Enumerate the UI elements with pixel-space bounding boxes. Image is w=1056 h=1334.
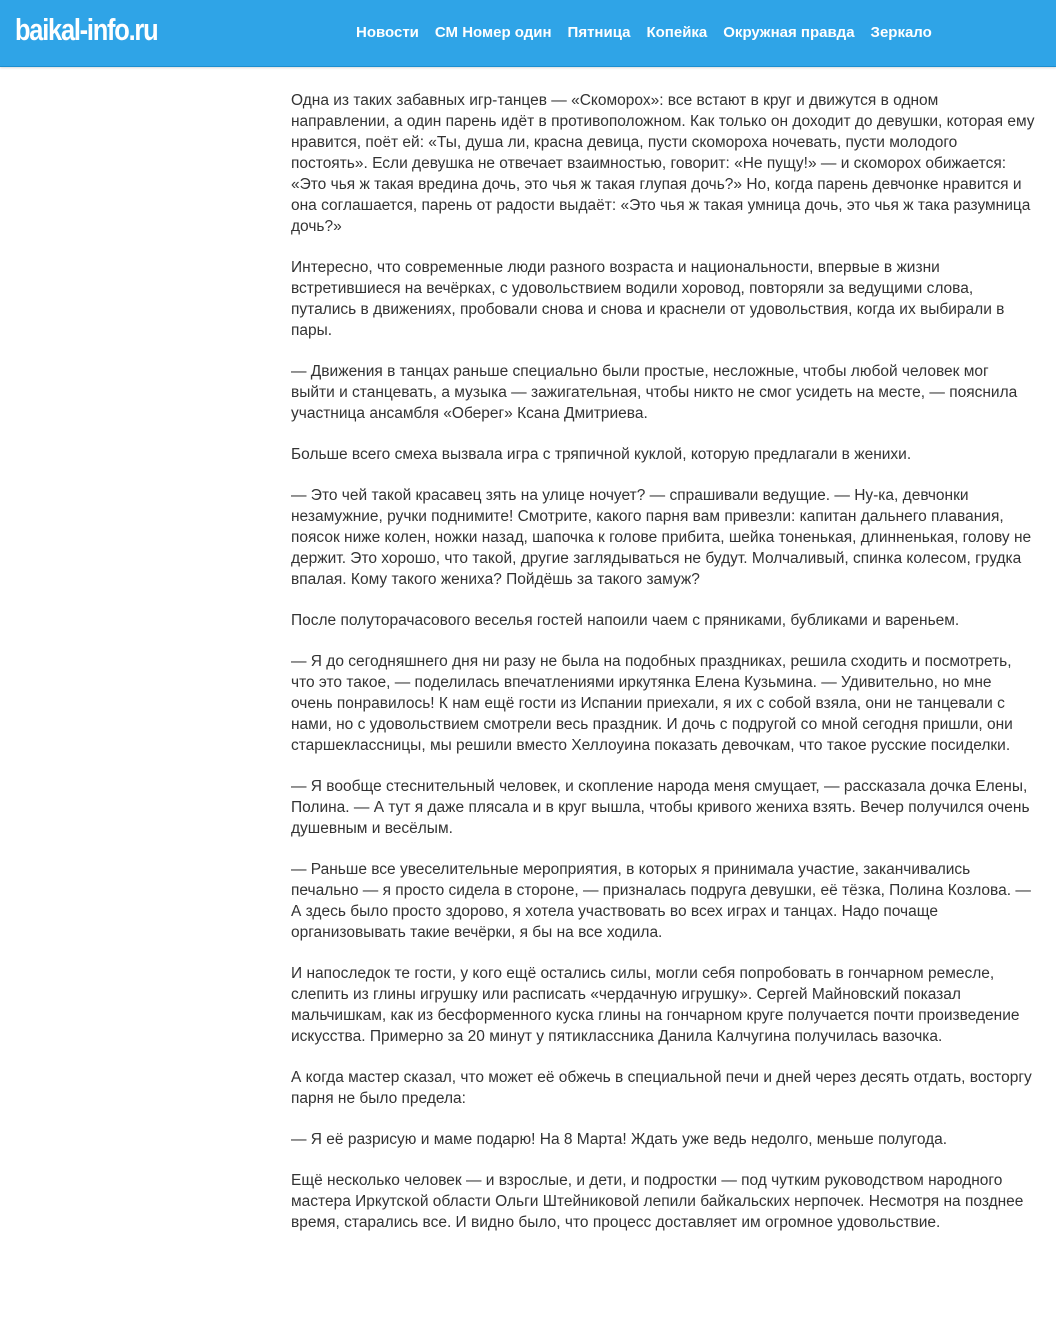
article-paragraph: После полуторачасового веселья гостей напоили чаем с пряниками, бубликами и вареньем.	[291, 612, 960, 629]
nav-item-kopeyka[interactable]: Копейка	[646, 24, 708, 41]
nav-item-news[interactable]: Новости	[356, 24, 419, 41]
article-paragraph: — Я до сегодняшнего дня ни разу не была на подобных праздниках, решила сходить и посмотреть, что это такое, — поделилась впечатлениями иркутянка Елена Кузьмина. — Удивительно, но мне очень понравилось! К нам ещё гости из Испании приехали, я их с собой взяла, они не танцевали с нами, но с удовольствием смотрели весь праздник. И дочь с подругой со мной сегодня пришли, они старшеклассницы, мы решили вместо Хеллоуина показать девочкам, что такое русские посиделки.	[291, 653, 1013, 754]
main-nav	[356, 24, 948, 42]
article-paragraph: Интересно, что современные люди разного возраста и национальности, впервые в жизни встретившиеся на вечёрках, с удовольствием водили хоровод, повторяли за ведущими слова, путались в движениях, пробовали снова и снова и краснели от удовольствия, когда их выбирали в пары.	[291, 259, 1005, 339]
article-paragraph: И напоследок те гости, у кого ещё остались силы, могли себя попробовать в гончарном ремесле, слепить из глины игрушку или расписать «чердачную игрушку». Сергей Майновский показал мальчишкам, как из бесформенного куска глины на гончарном круге получается почти произведение искусства. Примерно за 20 минут у пятиклассника Данила Калчугина получилась вазочка.	[291, 965, 1020, 1045]
article-paragraph: — Я вообще стеснительный человек, и скопление народа меня смущает, — рассказала дочка Елены, Полина. — А тут я даже плясала и в круг вышла, чтобы кривого жениха взять. Вечер получился очень душевным и весёлым.	[291, 778, 1030, 837]
site-header	[0, 0, 1056, 67]
nav-item-sm-nomer-odin[interactable]: СМ Номер один	[434, 24, 552, 41]
article-paragraph: — Я её разрисую и маме подарю! На 8 Марта! Ждать уже ведь недолго, меньше полугода.	[291, 1131, 948, 1148]
nav-item-pyatnitsa[interactable]: Пятница	[567, 24, 631, 41]
article-paragraph: Ещё несколько человек — и взрослые, и дети, и подростки — под чутким руководством народного мастера Иркутской области Ольги Штейниковой лепили байкальских нерпочек. Несмотря на позднее время, старались все. И видно было, что процесс доставляет им огромное удовольствие.	[291, 1172, 1024, 1231]
article-body	[291, 0, 1036, 1253]
article-paragraph: — Это чей такой красавец зять на улице ночует? — спрашивали ведущие. — Ну-ка, девчонки незамужние, ручки поднимите! Смотрите, какого парня вам привезли: капитан дальнего плавания, поясок ниже колен, ножки назад, шапочка к голове прибита, шейка тоненькая, длинненькая, голову не держит. Это хорошо, что такой, другие заглядываться не будут. Молчаливый, спинка колесом, грудка впалая. Кому такого жениха? Пойдёшь за такого замуж?	[291, 487, 1032, 588]
article-paragraph: Одна из таких забавных игр-танцев — «Скоморох»: все встают в круг и движутся в одном направлении, а один парень идёт в противоположном. Как только он доходит до девушки, которая ему нравится, поёт ей: «Ты, душа ли, красна девица, пусти скомороха ночевать, пусти молодого постоять». Если девушка не отвечает взаимностью, говорит: «Не пущу!» — и скоморох обижается: «Это чья ж такая вредина дочь, это чья ж такая глупая дочь?» Но, когда парень девчонке нравится и она соглашается, парень от радости выдаёт: «Это чья ж такая умница дочь, это чья ж така разумница дочь?»	[291, 92, 1035, 235]
nav-item-okruzhnaya-pravda[interactable]: Окружная правда	[723, 24, 855, 41]
article-paragraph: Больше всего смеха вызвала игра с тряпичной куклой, которую предлагали в женихи.	[291, 446, 912, 463]
article-paragraph: А когда мастер сказал, что может её обжечь в специальной печи и дней через десять отдать, восторгу парня не было предела:	[291, 1069, 1032, 1107]
site-logo[interactable]: baikal-info.ru	[15, 12, 158, 47]
nav-item-zerkalo[interactable]: Зеркало	[870, 24, 932, 41]
article-paragraph: — Движения в танцах раньше специально были простые, несложные, чтобы любой человек мог выйти и станцевать, а музыка — зажигательная, чтобы никто не смог усидеть на месте, — пояснила участница ансамбля «Оберег» Ксана Дмитриева.	[291, 363, 1018, 422]
article-paragraph: — Раньше все увеселительные мероприятия, в которых я принимала участие, заканчивались печально — я просто сидела в стороне, — призналась подруга девушки, её тёзка, Полина Козлова. — А здесь было просто здорово, я хотела участвовать во всех играх и танцах. Надо почаще организовывать такие вечёрки, я бы на все ходила.	[291, 861, 1031, 941]
